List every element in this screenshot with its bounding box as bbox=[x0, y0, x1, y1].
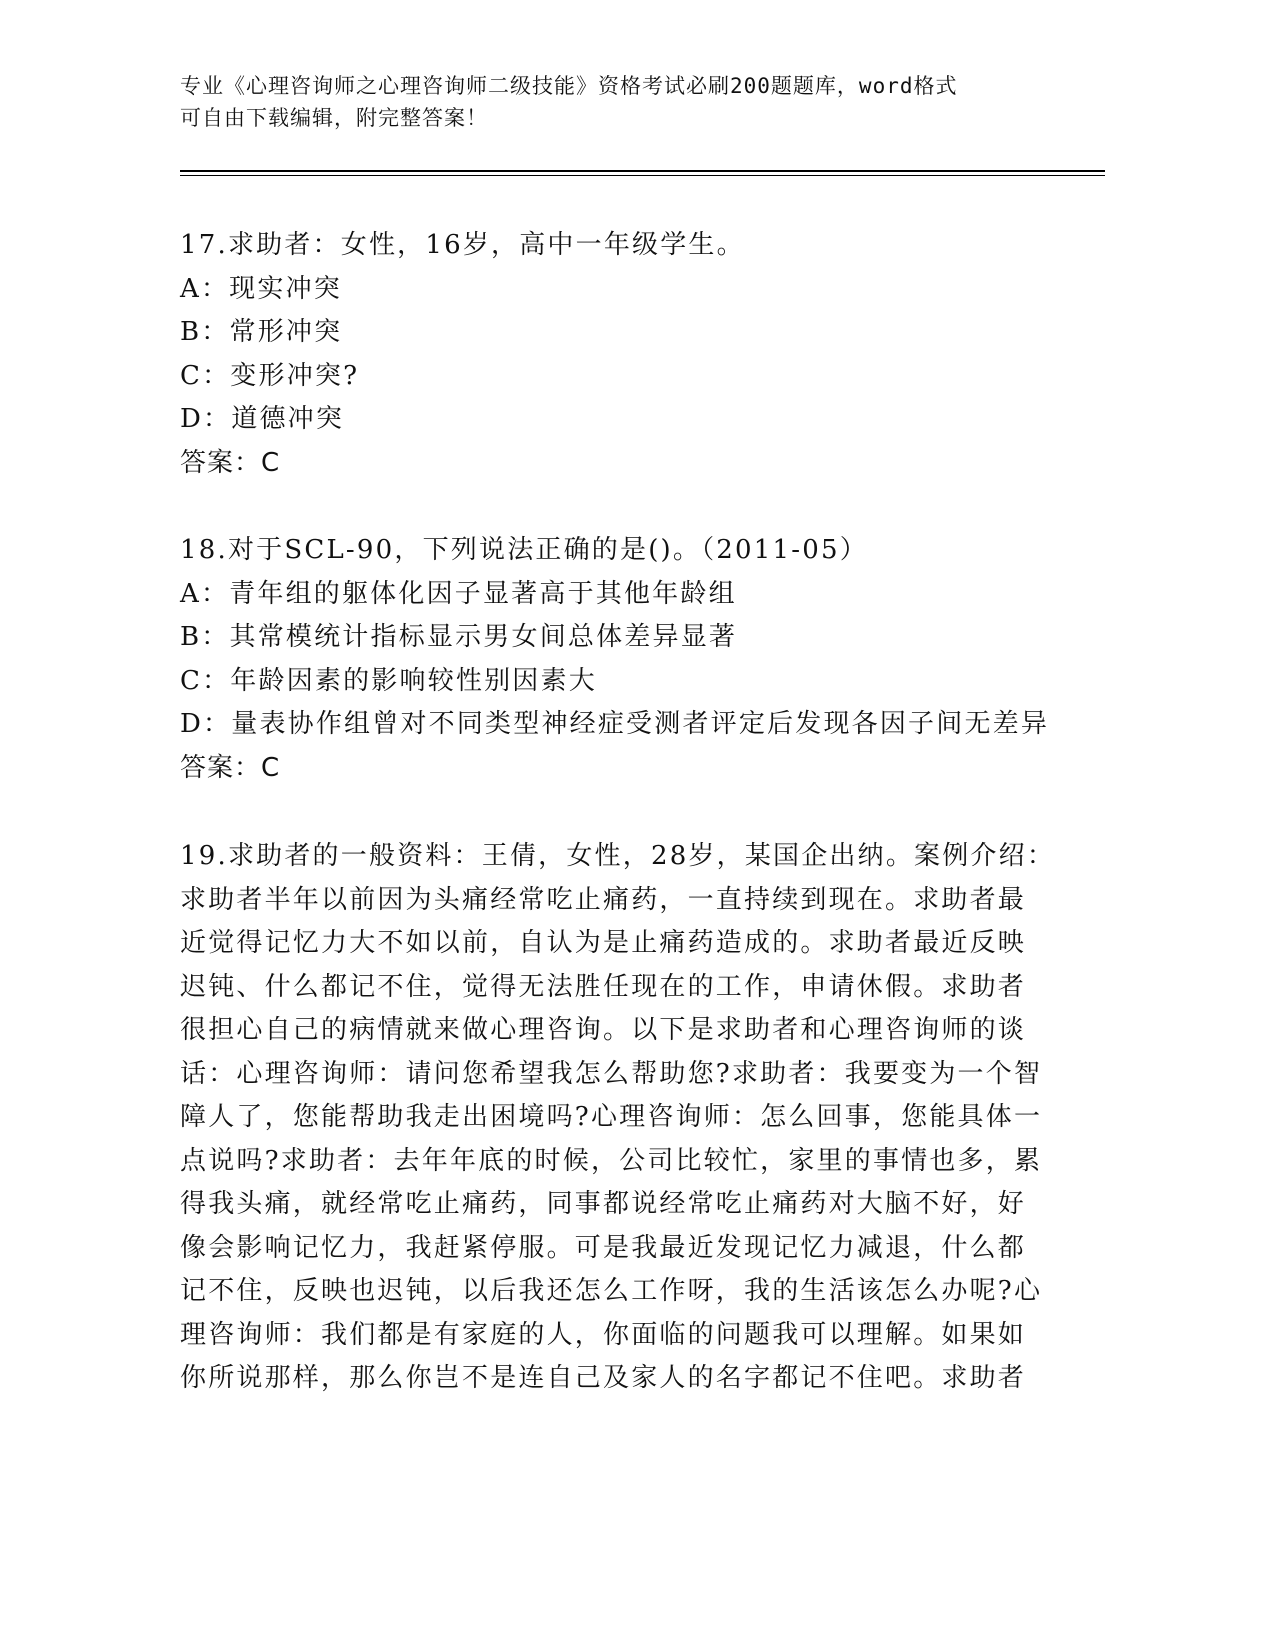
option-d: D：量表协作组曾对不同类型神经症受测者评定后发现各因子间无差异 bbox=[180, 709, 1050, 739]
header-divider-thin bbox=[180, 175, 1105, 176]
option-c: C：变形冲突? bbox=[180, 360, 360, 391]
header-line: 专业《心理咨询师之心理咨询师二级技能》资格考试必刷200题题库，word格式 bbox=[180, 74, 958, 98]
question-stem: 18.对于SCL-90，下列说法正确的是()。（2011-05） bbox=[180, 535, 868, 565]
question-line: 话：心理咨询师：请问您希望我怎么帮助您?求助者：我要变为一个智 bbox=[180, 1058, 1043, 1089]
question-line: 理咨询师：我们都是有家庭的人，你面临的问题我可以理解。如果如 bbox=[180, 1319, 1027, 1350]
answer: 答案：C bbox=[180, 752, 281, 783]
question-line: 记不住，反映也迟钝，以后我还怎么工作呀，我的生活该怎么办呢?心 bbox=[180, 1276, 1043, 1306]
question-line: 19.求助者的一般资料：王倩，女性，28岁，某国企出纳。案例介绍： bbox=[180, 841, 1056, 871]
question-19 bbox=[180, 835, 1055, 1401]
option-a: A：青年组的躯体化因子显著高于其他年龄组 bbox=[180, 578, 737, 609]
question-18 bbox=[180, 529, 1049, 790]
question-line: 得我头痛，就经常吃止痛药，同事都说经常吃止痛药对大脑不好，好 bbox=[180, 1189, 1027, 1219]
answer: 答案：C bbox=[180, 447, 281, 478]
question-line: 很担心自己的病情就来做心理咨询。以下是求助者和心理咨询师的谈 bbox=[180, 1015, 1027, 1045]
document-header bbox=[180, 70, 958, 134]
option-b: B：其常模统计指标显示男女间总体差异显著 bbox=[180, 622, 738, 652]
question-stem: 17.求助者：女性，16岁，高中一年级学生。 bbox=[180, 230, 745, 260]
question-line: 你所说那样，那么你岂不是连自己及家人的名字都记不住吧。求助者 bbox=[180, 1363, 1027, 1393]
question-line: 求助者半年以前因为头痛经常吃止痛药，一直持续到现在。求助者最 bbox=[180, 884, 1027, 915]
option-a: A：现实冲突 bbox=[180, 273, 342, 304]
header-line: 可自由下载编辑，附完整答案！ bbox=[180, 106, 488, 130]
option-d: D：道德冲突 bbox=[180, 404, 345, 434]
question-line: 点说吗?求助者：去年年底的时候，公司比较忙，家里的事情也多，累 bbox=[180, 1145, 1043, 1176]
question-line: 迟钝、什么都记不住，觉得无法胜任现在的工作，申请休假。求助者 bbox=[180, 971, 1027, 1002]
option-c: C：年龄因素的影响较性别因素大 bbox=[180, 665, 597, 696]
question-line: 障人了，您能帮助我走出困境吗?心理咨询师：怎么回事，您能具体一 bbox=[180, 1102, 1043, 1132]
header-divider bbox=[180, 170, 1105, 172]
question-line: 像会影响记忆力，我赶紧停服。可是我最近发现记忆力减退，什么都 bbox=[180, 1232, 1027, 1263]
option-b: B：常形冲突 bbox=[180, 317, 343, 347]
question-17 bbox=[180, 224, 745, 485]
question-line: 近觉得记忆力大不如以前，自认为是止痛药造成的。求助者最近反映 bbox=[180, 928, 1027, 958]
